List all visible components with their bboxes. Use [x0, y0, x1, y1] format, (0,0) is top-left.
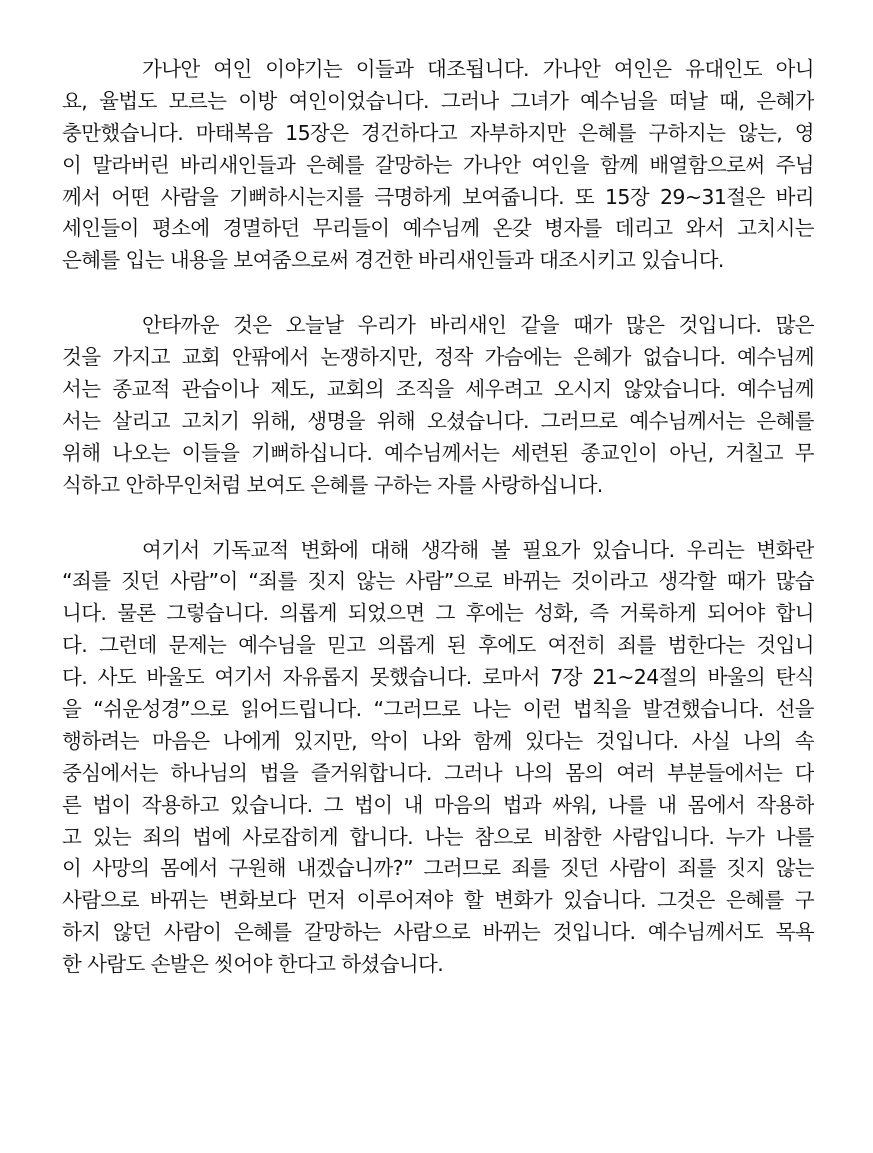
text-line: 을 “쉬운성경”으로 읽어드립니다. “그러므로 나는 이런 법칙을 발견했습니다. 선을 — [62, 697, 814, 722]
text-line: 요, 율법도 모르는 이방 여인이었습니다. 그러나 그녀가 예수님을 떠날 때, 은혜가 — [62, 88, 814, 113]
text-line: 한 사람도 손발은 씻어야 한다고 하셨습니다. — [62, 952, 444, 977]
paragraph-spacer — [62, 277, 814, 310]
text-line: 여기서 기독교적 변화에 대해 생각해 볼 필요가 있습니다. 우리는 변화란 — [142, 537, 814, 562]
text-line: 식하고 안하무인처럼 보여도 은혜를 구하는 자를 사랑하십니다. — [62, 472, 603, 497]
text-line: 서는 종교적 관습이나 제도, 교회의 조직을 세우려고 오시지 않았습니다. 예수님께 — [62, 377, 814, 402]
text-line: 세인들이 평소에 경멸하던 무리들이 예수님께 온갖 병자를 데리고 와서 고치시는 — [62, 216, 814, 241]
text-line: 서는 살리고 고치기 위해, 생명을 위해 오셨습니다. 그러므로 예수님께서는 은혜를 — [62, 408, 814, 433]
text-line: 다. 그런데 문제는 예수님을 믿고 의롭게 된 후에도 여전히 죄를 범한다는 것입니 — [62, 633, 814, 658]
text-line: 고 있는 죄의 법에 사로잡히게 합니다. 나는 참으로 비참한 사람입니다. 누가 나를 — [62, 824, 814, 849]
text-line: 니다. 물론 그렇습니다. 의롭게 되었으면 그 후에는 성화, 즉 거룩하게 되어야 합니 — [62, 601, 814, 626]
text-line: 중심에서는 하나님의 법을 즐거워합니다. 그러나 나의 몸의 여러 부분들에서는 다 — [62, 760, 814, 785]
text-line: 은혜를 입는 내용을 보여줌으로써 경건한 바리새인들과 대조시키고 있습니다. — [62, 248, 724, 273]
paragraph-1 — [62, 54, 814, 277]
text-line: 이 사망의 몸에서 구원해 내겠습니까?” 그러므로 죄를 짓던 사람이 죄를 짓지 않는 — [62, 856, 814, 881]
text-line: 충만했습니다. 마태복음 15장은 경건하다고 자부하지만 은혜를 구하지는 않는, 영 — [62, 120, 814, 145]
text-line: 께서 어떤 사람을 기뻐하시는지를 극명하게 보여줍니다. 또 15장 29~31절은 바리 — [62, 184, 814, 209]
text-line: 다. 사도 바울도 여기서 자유롭지 못했습니다. 로마서 7장 21~24절의 바울의 탄식 — [62, 665, 814, 690]
text-line: 것을 가지고 교회 안팎에서 논쟁하지만, 정작 가슴에는 은혜가 없습니다. 예수님께 — [62, 345, 814, 370]
paragraph-spacer — [62, 502, 814, 535]
paragraph-3 — [62, 535, 814, 981]
text-line: 가나안 여인 이야기는 이들과 대조됩니다. 가나안 여인은 유대인도 아니 — [142, 57, 814, 81]
text-line: 안타까운 것은 오늘날 우리가 바리새인 같을 때가 많은 것입니다. 많은 — [142, 313, 814, 338]
text-line: 위해 나오는 이들을 기뻐하십니다. 예수님께서는 세련된 종교인이 아닌, 거칠고 무 — [62, 440, 814, 465]
text-line: 른 법이 작용하고 있습니다. 그 법이 내 마음의 법과 싸워, 나를 내 몸에서 작용하 — [62, 792, 814, 817]
text-line: 하지 않던 사람이 은혜를 갈망하는 사람으로 바뀌는 것입니다. 예수님께서도 목욕 — [62, 920, 814, 945]
paragraph-2 — [62, 310, 814, 501]
document-page — [62, 54, 814, 981]
text-line: “죄를 짓던 사람”이 “죄를 짓지 않는 사람”으로 바뀌는 것이라고 생각할 때가 많습 — [62, 569, 814, 594]
text-line: 행하려는 마음은 나에게 있지만, 악이 나와 함께 있다는 것입니다. 사실 나의 속 — [62, 728, 814, 753]
text-line: 사람으로 바뀌는 변화보다 먼저 이루어져야 할 변화가 있습니다. 그것은 은혜를 구 — [62, 888, 814, 913]
text-line: 이 말라버린 바리새인들과 은혜를 갈망하는 가나안 여인을 함께 배열함으로써 주님 — [62, 152, 814, 177]
